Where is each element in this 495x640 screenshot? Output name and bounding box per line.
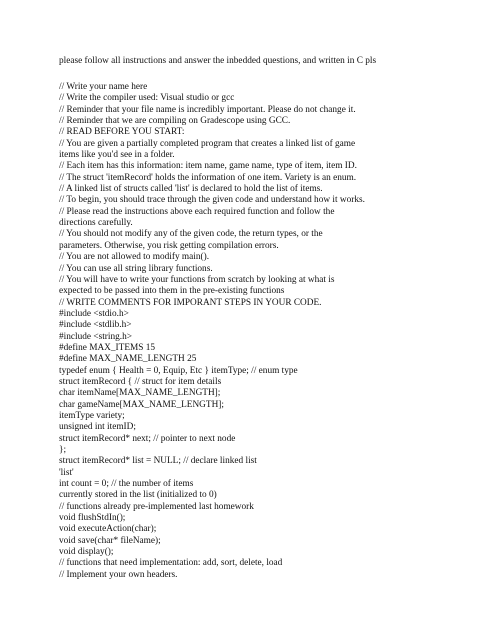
- code-line: struct itemRecord* list = NULL; // declare linked list: [59, 456, 257, 467]
- code-line: };: [59, 445, 67, 455]
- code-line: struct itemRecord { // struct for item details: [59, 376, 222, 387]
- document-body: [59, 82, 469, 581]
- code-line: // functions already pre-implemented last homework: [59, 501, 254, 512]
- text-line: // The struct 'itemRecord' holds the information of one item. Variety is an enum.: [59, 172, 357, 183]
- text-line: // Reminder that we are compiling on Gradescope using GCC.: [59, 116, 291, 127]
- code-line: void flushStdIn();: [59, 513, 126, 524]
- text-line: // Reminder that your file name is incredibly important. Please do not change it.: [59, 104, 356, 115]
- text-line: // A linked list of structs called 'list' is declared to hold the list of items.: [59, 184, 323, 195]
- code-line: #include <string.h>: [59, 331, 132, 342]
- text-line: items like you'd see in a folder.: [59, 150, 175, 161]
- code-line: unsigned int itemID;: [59, 422, 136, 433]
- text-line: directions carefully.: [59, 218, 133, 229]
- code-line: void save(char* fileName);: [59, 535, 161, 546]
- code-line: typedef enum { Health = 0, Equip, Etc } itemType; // enum type: [59, 365, 298, 376]
- text-line: expected to be passed into them in the pre-existing functions: [59, 286, 285, 297]
- code-line: // Implement your own headers.: [59, 569, 178, 580]
- text-line: parameters. Otherwise, you risk getting compilation errors.: [59, 240, 279, 251]
- text-line: // To begin, you should trace through the given code and understand how it works.: [59, 195, 365, 206]
- text-line: // Write the compiler used: Visual studio or gcc: [59, 93, 235, 104]
- text-line: // You are given a partially completed program that creates a linked list of game: [59, 138, 356, 149]
- code-line: #define MAX_ITEMS 15: [59, 342, 156, 353]
- text-line: // Please read the instructions above each required function and follow the: [59, 206, 335, 217]
- code-line: // functions that need implementation: add, sort, delete, load: [59, 558, 283, 569]
- code-line: char itemName[MAX_NAME_LENGTH];: [59, 388, 221, 399]
- code-line: #include <stdio.h>: [59, 308, 129, 319]
- code-line: char gameName[MAX_NAME_LENGTH];: [59, 399, 224, 410]
- code-line: struct itemRecord* next; // pointer to next node: [59, 433, 236, 444]
- code-line: 'list': [59, 467, 74, 478]
- text-line: // READ BEFORE YOU START:: [59, 127, 185, 138]
- text-line: // You will have to write your functions from scratch by looking at what is: [59, 274, 335, 285]
- code-line: currently stored in the list (initialized to 0): [59, 490, 217, 501]
- code-line: itemType variety;: [59, 410, 125, 421]
- text-line: // Write your name here: [59, 82, 148, 92]
- code-line: void executeAction(char);: [59, 524, 157, 535]
- text-line: // You can use all string library functions.: [59, 263, 213, 274]
- code-line: #include <stdlib.h>: [59, 320, 132, 331]
- text-line: // You should not modify any of the given code, the return types, or the: [59, 229, 323, 240]
- code-line: #define MAX_NAME_LENGTH 25: [59, 354, 197, 365]
- text-line: // You are not allowed to modify main().: [59, 252, 210, 263]
- text-line: // WRITE COMMENTS FOR IMPORANT STEPS IN YOUR CODE.: [59, 297, 322, 308]
- code-line: int count = 0; // the number of items: [59, 479, 194, 490]
- code-line: void display();: [59, 547, 114, 558]
- intro-text: please follow all instructions and answer the inbedded questions, and written in C pls: [59, 56, 377, 66]
- text-line: // Each item has this information: item name, game name, type of item, item ID.: [59, 161, 357, 172]
